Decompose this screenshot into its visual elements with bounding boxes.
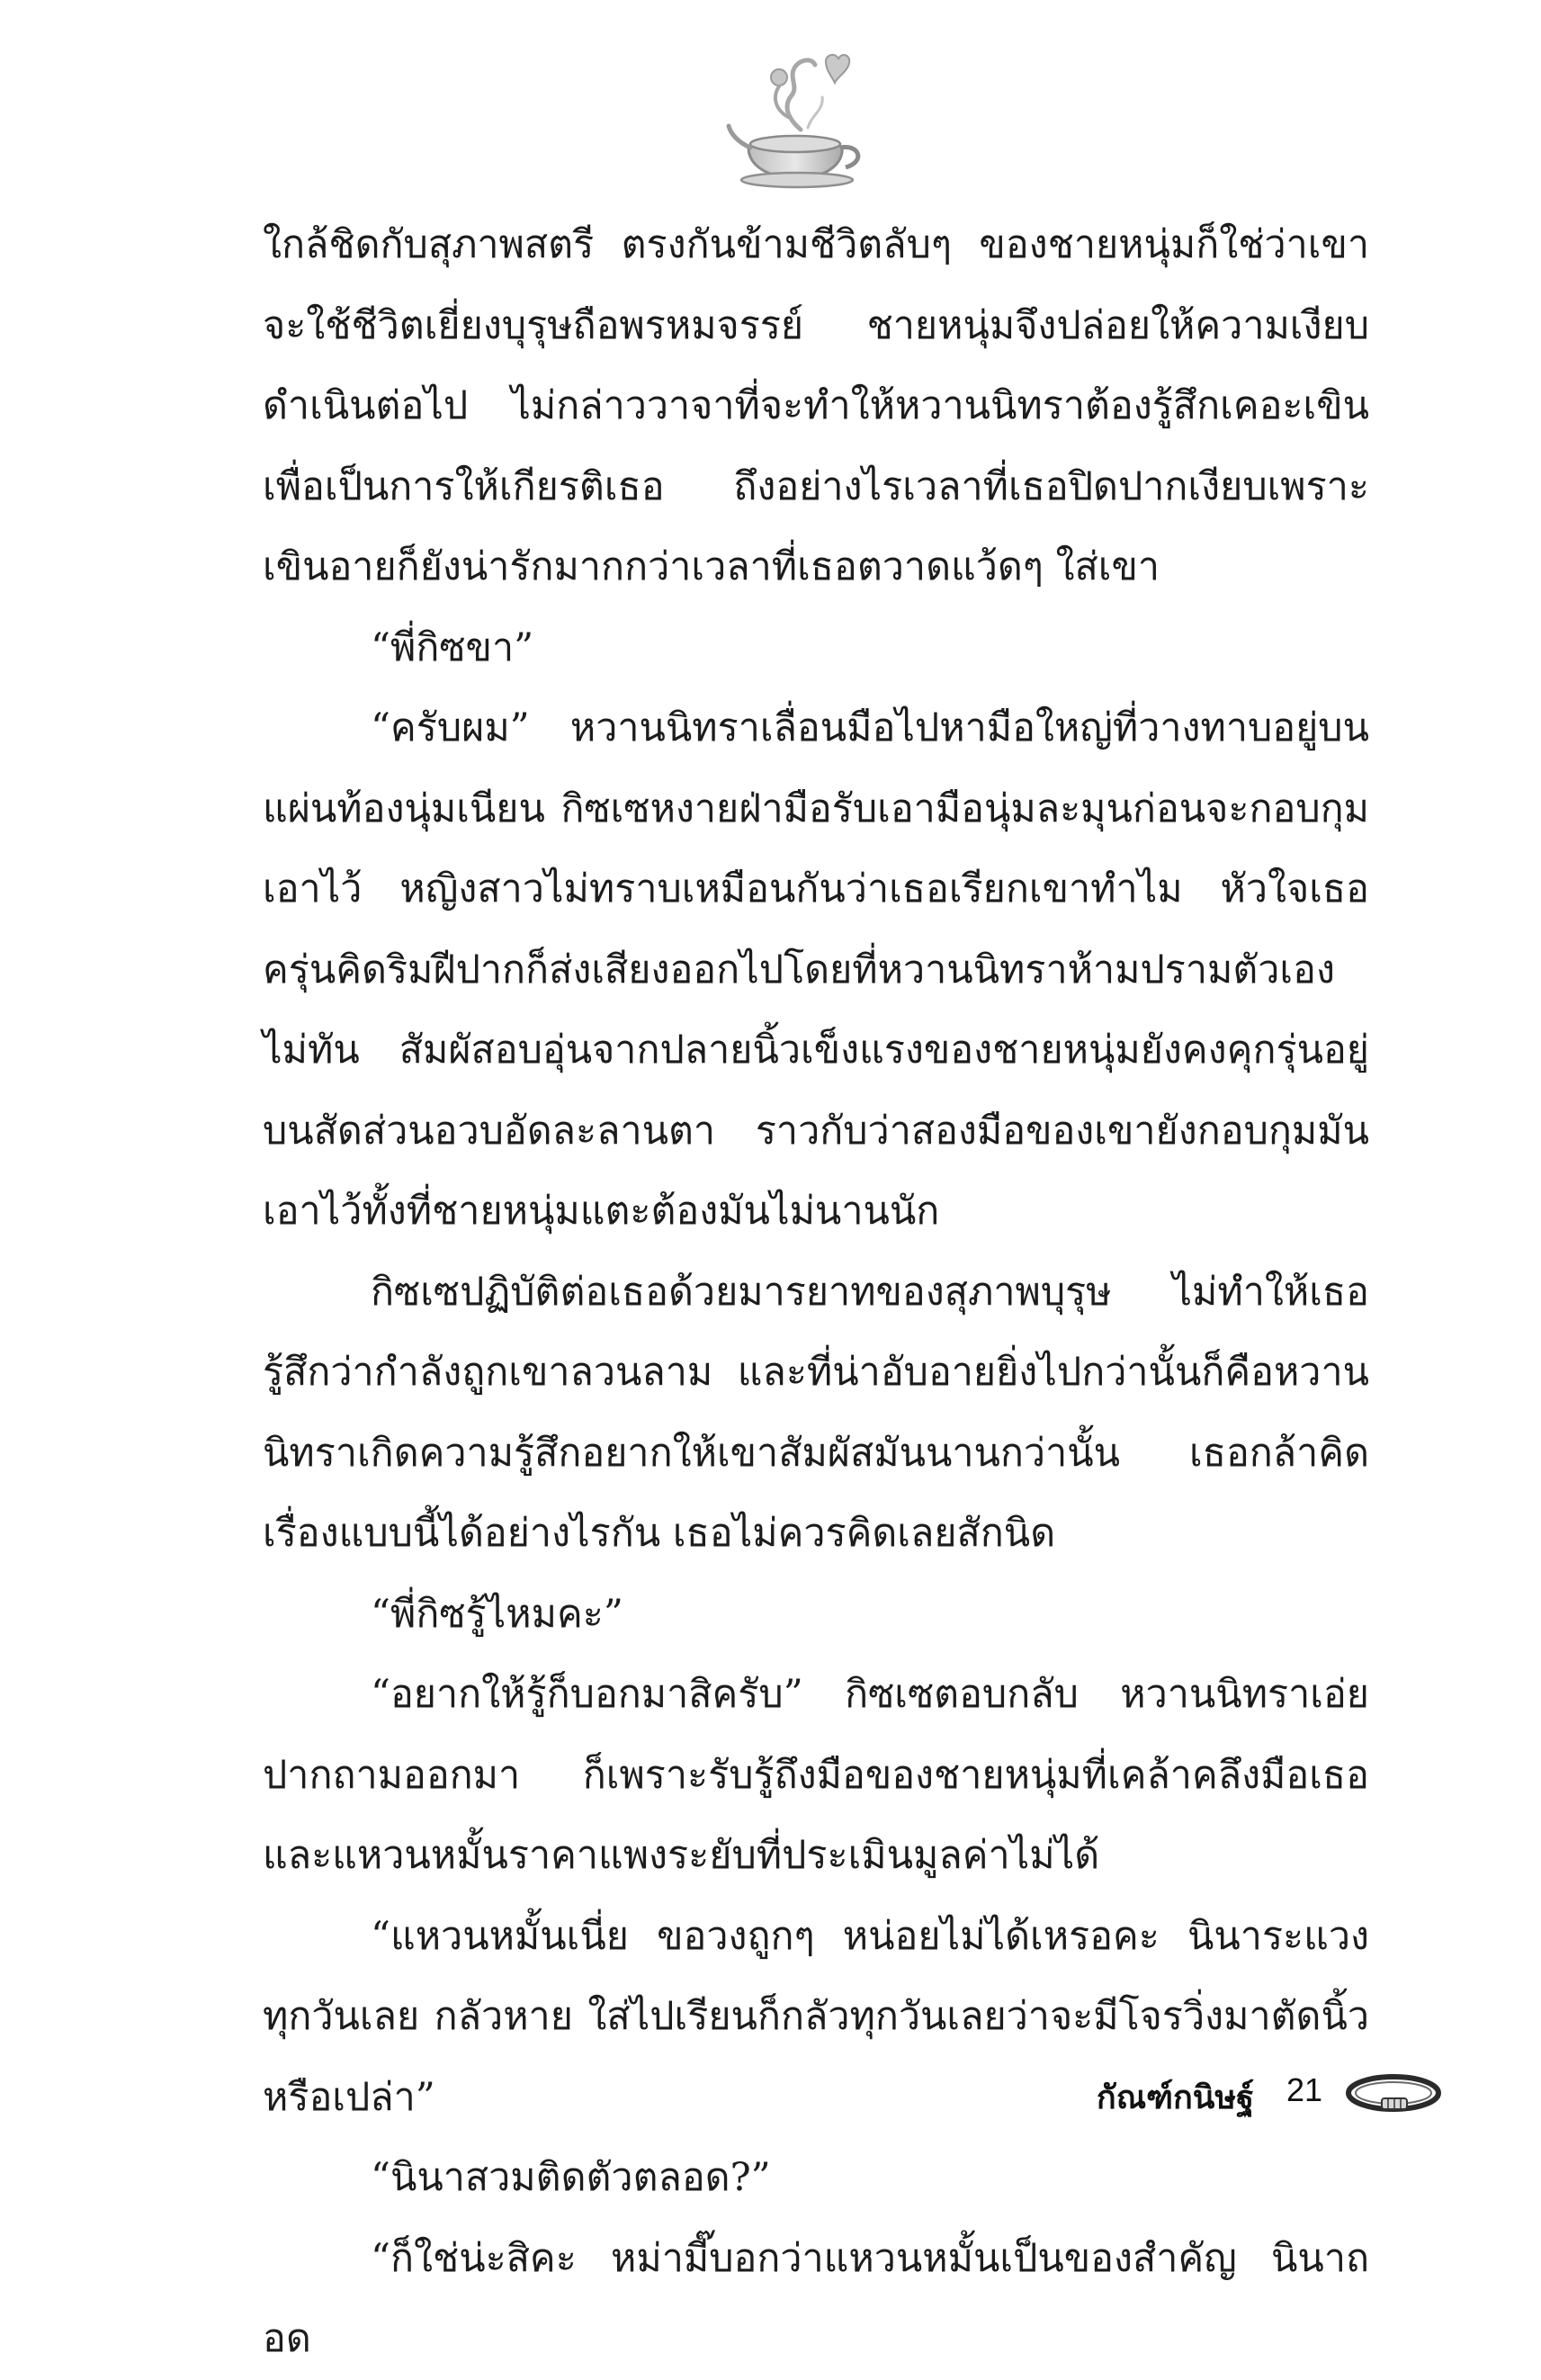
paragraph-5: “พี่กิซรู้ไหมคะ”: [371, 1591, 623, 1637]
paragraph-6: “อยากให้รู้ก็บอกมาสิครับ” กิซเซตอบกลับ หวานนิทราเอ่ยปากถามออกมา ก็เพราะรับรู้ถึงมือของชายหนุ่มที่เคล้าคลึงมือเธอและแหวนหมั้นราคาแพงระยับที่ประเมินมูลค่าไม่ได้: [263, 1672, 1369, 1878]
page-number: 21: [1286, 2071, 1322, 2108]
story-text: [263, 205, 1369, 2380]
page-footer: [1035, 2059, 1457, 2131]
book-title: กัณฑ์กนิษฐ์: [1096, 2079, 1254, 2116]
genie-lamp-cup-ornament-icon: [725, 47, 878, 191]
paragraph-1: ใกล้ชิดกับสุภาพสตรี ตรงกันข้ามชีวิตลับๆ ของชายหนุ่มก็ใช่ว่าเขาจะใช้ชีวิตเยี่ยงบุรุษถือพรหมจรรย์ ชายหนุ่มจึงปล่อยให้ความเงียบดำเนินต่อไป ไม่กล่าววาจาที่จะทำให้หวานนิทราต้องรู้สึกเคอะเขิน เพื่อเป็นการให้เกียรติเธอ ถึงอย่างไรเวลาที่เธอปิดปากเงียบเพราะเขินอายก็ยังน่ารักมากกว่าเวลาที่เธอตวาดแว้ดๆ ใส่เขา: [263, 222, 1369, 589]
paragraph-2: “พี่กิซขา”: [371, 624, 534, 670]
paragraph-3: “ครับผม” หวานนิทราเลื่อนมือไปหามือใหญ่ที่วางทาบอยู่บนแผ่นท้องนุ่มเนียน กิซเซหงายฝ่ามือรับเอามือนุ่มละมุนก่อนจะกอบกุมเอาไว้ หญิงสาวไม่ทราบเหมือนกันว่าเธอเรียกเขาทำไม หัวใจเธอครุ่นคิดริมฝีปากก็ส่งเสียงออกไปโดยที่หวานนิทราห้ามปรามตัวเองไม่ทัน สัมผัสอบอุ่นจากปลายนิ้วเข็งแรงของชายหนุ่มยังคงคุกรุ่นอยู่บนสัดส่วนอวบอัดละลานตา ราวกับว่าสองมือของเขายังกอบกุมมันเอาไว้ทั้งที่ชายหนุ่มแตะต้องมันไม่นานนัก: [263, 705, 1369, 1234]
paragraph-8: “นินาสวมติดตัวตลอด?”: [371, 2155, 771, 2200]
paragraph-7: “แหวนหมั้นเนี่ย ขอวงถูกๆ หน่อยไม่ได้เหรอคะ นินาระแวงทุกวันเลย กลัวหาย ใส่ไปเรียนก็กลัวทุกวันเลยว่าจะมีโจรวิ่งมาตัดนิ้วหรือเปล่า”: [263, 1913, 1369, 2120]
paragraph-9: “ก็ใช่น่ะสิคะ หม่ามี๊บอกว่าแหวนหมั้นเป็นของสำคัญ นินาถอด: [263, 2235, 1369, 2361]
paragraph-4: กิซเซปฏิบัติต่อเธอด้วยมารยาทของสุภาพบุรุษ ไม่ทำให้เธอรู้สึกว่ากำลังถูกเขาลวนลาม และที่น่าอับอายยิ่งไปกว่านั้นก็คือหวานนิทราเกิดความรู้สึกอยากให้เขาสัมผัสมันนานกว่านั้น เธอกล้าคิดเรื่องแบบนี้ได้อย่างไรกัน เธอไม่ควรคิดเลยสักนิด: [263, 1269, 1369, 1556]
bracelet-icon: [1344, 2066, 1443, 2116]
